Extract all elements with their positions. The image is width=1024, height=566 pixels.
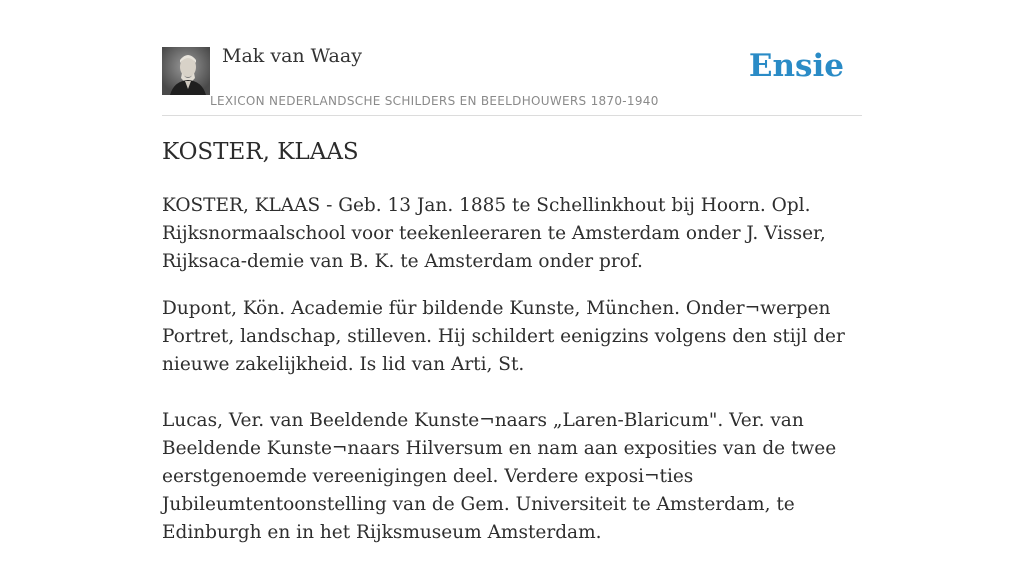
article-paragraph: Dupont, Kön. Academie für bildende Kunste, München. Onder¬werpen Portret, landschap, stilleven. Hij schildert eenigzins volgens den stijl der nieuwe zakelijkheid. Is lid van Arti, St. — [162, 298, 845, 375]
author-portrait-icon — [162, 47, 210, 95]
header — [162, 0, 862, 116]
article-body — [162, 192, 862, 566]
ensie-logo[interactable]: Ensie — [748, 48, 844, 84]
author-avatar[interactable] — [162, 47, 210, 95]
author-name[interactable]: Mak van Waay — [222, 45, 362, 67]
article-paragraph: Lucas, Ver. van Beeldende Kunste¬naars „Laren-Blaricum". Ver. van Beeldende Kunste¬naars Hilversum en nam aan exposities van de twee eerstgenoemde vereenigingen deel. Verdere exposi¬ties Jubileumtentoonstelling van de Gem. Universiteit te Amsterdam, te Edinburgh en in het Rijksmuseum Amsterdam. — [162, 410, 837, 543]
article-title: KOSTER, KLAAS — [162, 139, 359, 165]
source-title[interactable]: LEXICON NEDERLANDSCHE SCHILDERS EN BEELDHOUWERS 1870-1940 — [210, 94, 659, 108]
article-paragraph: KOSTER, KLAAS - Geb. 13 Jan. 1885 te Schellinkhout bij Hoorn. Opl. Rijksnormaalschool voor teekenleeraren te Amsterdam onder J. Visser, Rijksaca-demie van B. K. te Amsterdam onder prof. — [162, 195, 826, 272]
content-column — [162, 0, 862, 543]
